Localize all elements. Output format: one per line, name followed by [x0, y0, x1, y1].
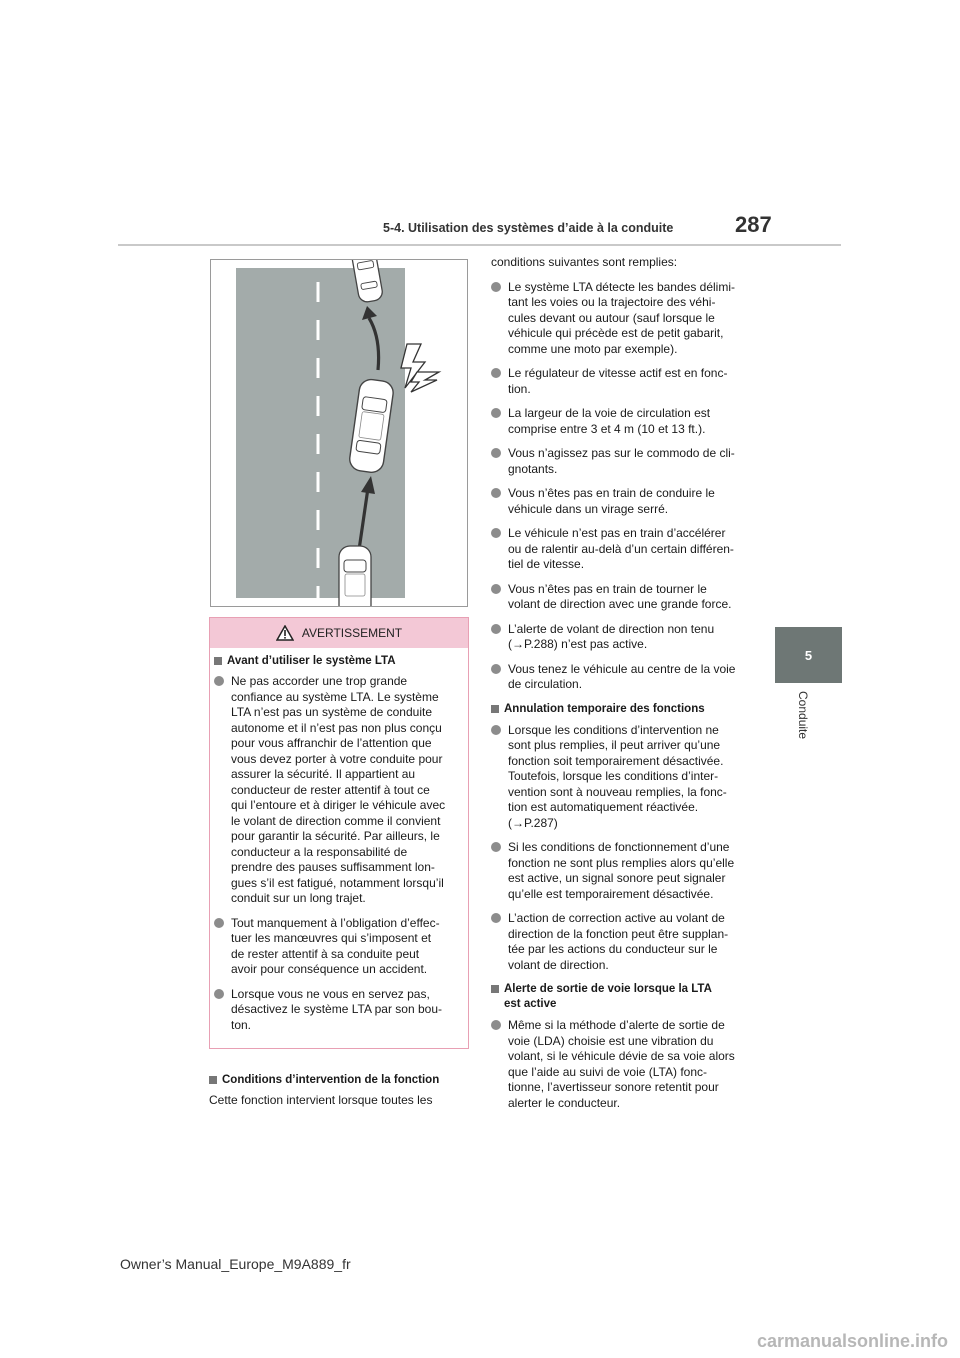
bullet-dot-icon [491, 913, 501, 923]
bullet-dot-icon [214, 989, 224, 999]
conditions-section [209, 1073, 471, 1109]
chapter-tab[interactable] [775, 627, 842, 683]
footer-manual-id: Owner’s Manual_Europe_M9A889_fr [120, 1256, 351, 1272]
cancel-heading: Annulation temporaire des fonctions [491, 702, 761, 717]
warning-triangle-icon [276, 625, 294, 641]
warning-title: AVERTISSEMENT [301, 626, 403, 640]
lightning-alert-icon-2 [411, 372, 439, 392]
warning-section-heading: Avant d’utiliser le système LTA [214, 654, 458, 669]
conditions-intro-text: Cette fonction intervient lorsque toutes les [209, 1093, 433, 1107]
condition-item: L’alerte de volant de direction non tenu (→P.288) n’est pas active. [491, 622, 761, 653]
warning-bullet: Tout manquement à l’obligation d’effec- tuer les manœuvres qui s’imposent et de rester attentif à sa conduite peut avoir pour conséquence un accident. [214, 916, 458, 978]
cancel-item: L’action de correction active au volant de direction de la fonction peut être supplan- tée par les actions du conducteur sur le volant de direction. [491, 911, 761, 973]
page-number: 287 [735, 212, 772, 237]
bullet-dot-icon [491, 448, 501, 458]
condition-item: Vous n’agissez pas sur le commodo de cli- gnotants. [491, 446, 761, 477]
header-divider [118, 244, 841, 246]
cancel-item: Lorsque les conditions d’intervention ne sont plus remplies, il peut arriver qu’une fonction soit temporairement désactivée. Toutefois, lorsque les conditions d’inter- vention sont à nouveau remplies, la fonc- tion est automatiquement réactivée. (→P.287) [491, 723, 761, 832]
lda-item: Même si la méthode d’alerte de sortie de voie (LDA) choisie est une vibration du volant, si le véhicule dévie de sa voie alors que l’aide au suivi de voie (LTA) fonc- tionne, l’avertisseur sonore retentit pour alerter le conducteur. [491, 1018, 761, 1111]
warning-bullet: Lorsque vous ne vous en servez pas, désactivez le système LTA par son bou- ton. [214, 987, 458, 1034]
conditions-continued-text: conditions suivantes sont remplies: [491, 255, 678, 269]
rear-vehicle-icon [339, 546, 371, 606]
warning-bullet: Ne pas accorder une trop grande confiance au système LTA. Le système LTA n’est pas un système de conduite autonome et il n’est pas non plus conçu pour vous affranchir de l’attention que vous devez porter à votre conduite pour assurer la sécurité. Il appartient au conducteur de rester attentif à tout ce qui l’entoure et à diriger le véhicule avec le volant de direction comme il convient pour garantir la sécurité. Par ailleurs, le conducteur a la responsabilité de prendre des pauses suffisamment lon- gues s’il est fatigué, notamment lorsqu’il conduit sur un long trajet. [214, 674, 458, 907]
cancel-item: Si les conditions de fonctionnement d’une fonction ne sont plus remplies alors qu’elle est active, un signal sonore peut signaler qu’elle est temporairement désactivée. [491, 840, 761, 902]
section-title: 5-4. Utilisation des systèmes d’aide à la conduite [383, 221, 674, 235]
warning-box [209, 617, 469, 1049]
bullet-dot-icon [491, 282, 501, 292]
bullet-dot-icon [491, 842, 501, 852]
lane-diagram [211, 260, 467, 606]
square-bullet-icon [209, 1076, 217, 1084]
square-bullet-icon [214, 657, 222, 665]
chapter-number: 5 [804, 647, 813, 663]
bullet-dot-icon [491, 725, 501, 735]
bullet-dot-icon [491, 528, 501, 538]
condition-item: Le système LTA détecte les bandes délimi- tant les voies ou la trajectoire des véhi- cules devant ou autour (sauf lorsque le véhicule qui précède est de petit gabarit, comme une moto par exemple). [491, 280, 761, 358]
chapter-label: Conduite [796, 691, 810, 740]
bullet-dot-icon [491, 1020, 501, 1030]
condition-item: Vous n’êtes pas en train de tourner le volant de direction avec une grande force. [491, 582, 761, 613]
lane-trace-illustration [210, 259, 468, 607]
conditions-heading: Conditions d’intervention de la fonction [209, 1073, 471, 1088]
lda-heading: Alerte de sortie de voie lorsque la LTA est active [491, 982, 761, 1012]
bullet-dot-icon [491, 584, 501, 594]
condition-item: Le véhicule n’est pas en train d’accélérer ou de ralentir au-delà d’un certain différen- tiel de vitesse. [491, 526, 761, 573]
warning-header [210, 618, 468, 648]
bullet-dot-icon [491, 408, 501, 418]
bullet-dot-icon [214, 676, 224, 686]
bullet-dot-icon [491, 488, 501, 498]
bullet-dot-icon [491, 368, 501, 378]
right-column [491, 255, 761, 1120]
watermark[interactable]: carmanualsonline.info [756, 1331, 948, 1351]
condition-item: La largeur de la voie de circulation est comprise entre 3 et 4 m (10 et 13 ft.). [491, 406, 761, 437]
bullet-dot-icon [491, 624, 501, 634]
bullet-dot-icon [491, 664, 501, 674]
bullet-dot-icon [214, 918, 224, 928]
condition-item: Vous tenez le véhicule au centre de la voie de circulation. [491, 662, 761, 693]
condition-item: Le régulateur de vitesse actif est en fonc- tion. [491, 366, 761, 397]
square-bullet-icon [491, 985, 499, 993]
square-bullet-icon [491, 705, 499, 713]
condition-item: Vous n’êtes pas en train de conduire le véhicule dans un virage serré. [491, 486, 761, 517]
